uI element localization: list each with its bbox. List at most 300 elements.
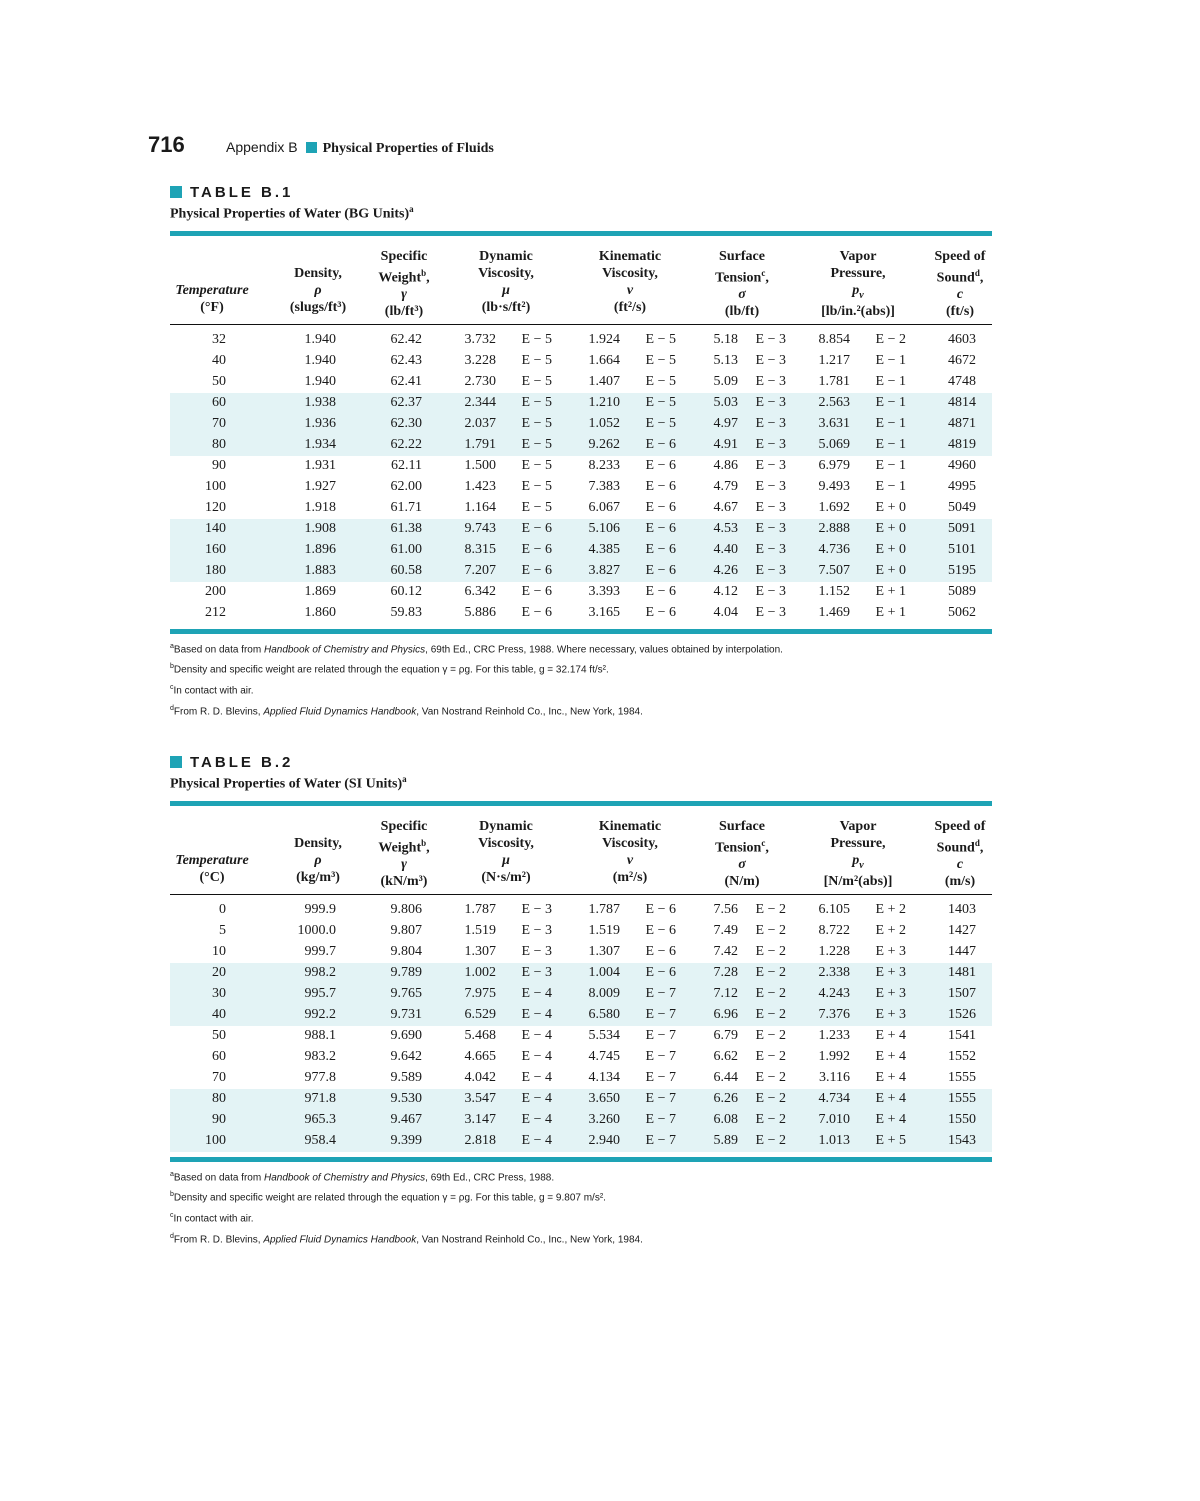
table-cell: 9.731	[390, 1006, 422, 1022]
table-footnotes	[170, 638, 992, 721]
table-cell: 1507	[948, 985, 976, 1001]
table-cell: 7.56	[713, 901, 738, 917]
table-cell: E + 1	[875, 583, 906, 599]
table-cell: 6.979	[818, 457, 850, 473]
table-cell: 1.860	[304, 604, 336, 620]
column-header	[920, 248, 1000, 321]
table-cell: 9.589	[390, 1069, 422, 1085]
table-cell: 0	[219, 901, 226, 917]
table-row	[170, 393, 992, 414]
table-cell: E − 3	[755, 478, 786, 494]
table-cell: 3.116	[819, 1069, 850, 1085]
table-row	[170, 1005, 992, 1026]
table-cell: 50	[212, 373, 226, 389]
table-cell: 4995	[948, 478, 976, 494]
table-cell: E + 4	[875, 1069, 906, 1085]
table-cell: E − 7	[645, 1132, 676, 1148]
table-cell: 62.22	[390, 436, 422, 452]
table-row	[170, 372, 992, 393]
section-title: Physical Properties of Fluids	[322, 141, 494, 156]
column-header-line	[167, 818, 257, 835]
table-cell: 1.931	[304, 457, 336, 473]
table-cell: E − 7	[645, 1048, 676, 1064]
table-cell: 1543	[948, 1132, 976, 1148]
table-cell: 3.732	[464, 331, 496, 347]
table-cell: E − 7	[645, 985, 676, 1001]
table-cell: 7.975	[464, 985, 496, 1001]
table-cell: E + 4	[875, 1027, 906, 1043]
table-cell: E − 3	[755, 457, 786, 473]
table-cell: E + 1	[875, 604, 906, 620]
column-header-line: Surface	[719, 818, 765, 834]
table-row	[170, 540, 992, 561]
table-cell: 5.534	[588, 1027, 620, 1043]
table-cell: 1.469	[818, 604, 850, 620]
table-cell: 62.41	[390, 373, 422, 389]
table-cell: 1.233	[818, 1027, 850, 1043]
table-cell: 1.692	[818, 499, 850, 515]
table-cell: 9.493	[818, 478, 850, 494]
table-b2	[170, 752, 992, 1249]
table-cell: 5195	[948, 562, 976, 578]
table-cell: 1.940	[304, 331, 336, 347]
table-cell: 4.86	[713, 457, 738, 473]
table-row	[170, 963, 992, 984]
table-cell: 5.03	[713, 394, 738, 410]
footnote	[170, 1166, 992, 1187]
table-cell: 1.307	[464, 943, 496, 959]
table-cell: 8.009	[588, 985, 620, 1001]
table-row	[170, 1089, 992, 1110]
table-cell: 1.924	[588, 331, 620, 347]
table-label-text: TABLE B.1	[190, 183, 294, 201]
table-cell: E − 1	[875, 478, 906, 494]
table-cell: 62.42	[390, 331, 422, 347]
table-row	[170, 1026, 992, 1047]
table-cell: 8.233	[588, 457, 620, 473]
footnote-mark: c	[170, 1212, 174, 1220]
table-cell: 62.37	[390, 394, 422, 410]
column-header-line: c	[956, 857, 964, 873]
column-header-line: Vapor	[839, 818, 877, 834]
caption-footnote-mark: a	[402, 774, 407, 784]
table-cell: 1.918	[304, 499, 336, 515]
table-cell: 6.44	[713, 1069, 738, 1085]
column-header-line: (lb·s/ft²)	[481, 299, 531, 315]
table-label	[170, 182, 992, 202]
table-cell: 2.344	[464, 394, 496, 410]
table-cell: 1555	[948, 1090, 976, 1106]
column-header-line: Kinematic	[598, 818, 662, 834]
table-cell: E − 4	[521, 1027, 552, 1043]
column-header	[167, 818, 257, 886]
table-row	[170, 498, 992, 519]
table-cell: 1403	[948, 901, 976, 917]
column-header-line: Vapor	[839, 248, 877, 264]
table-cell: 7.49	[713, 922, 738, 938]
table-cell: E − 2	[755, 1090, 786, 1106]
table-cell: 120	[205, 499, 226, 515]
table-cell: E − 5	[521, 373, 552, 389]
table-cell: 999.7	[304, 943, 336, 959]
column-header-line: (m/s)	[944, 874, 976, 890]
table-cell: E − 4	[521, 1006, 552, 1022]
table-cell: 7.376	[818, 1006, 850, 1022]
caption-footnote-mark: a	[409, 204, 414, 214]
table-cell: 3.228	[464, 352, 496, 368]
table-cell: 4960	[948, 457, 976, 473]
footnote-text: In contact with air.	[173, 1213, 254, 1225]
table-cell: 1.934	[304, 436, 336, 452]
table-cell: 5062	[948, 604, 976, 620]
table-cell: E + 2	[875, 901, 906, 917]
table-cell: E + 0	[875, 562, 906, 578]
table-cell: 1.787	[464, 901, 496, 917]
table-cell: 1000.0	[297, 922, 336, 938]
column-header-line: ρ	[314, 852, 322, 868]
table-cell: 180	[205, 562, 226, 578]
column-header-line: (lb/ft)	[724, 304, 760, 320]
table-cell: 6.529	[464, 1006, 496, 1022]
column-header	[451, 248, 561, 316]
table-cell: 1.938	[304, 394, 336, 410]
table-cell: 4.385	[588, 541, 620, 557]
bottom-rule	[170, 629, 992, 634]
table-cell: 998.2	[304, 964, 336, 980]
table-cell: 60	[212, 394, 226, 410]
table-cell: 2.818	[464, 1132, 496, 1148]
column-header	[920, 818, 1000, 891]
table-cell: 4819	[948, 436, 976, 452]
table-cell: 60.12	[390, 583, 422, 599]
footnote-text: , Van Nostrand Reinhold Co., Inc., New York, 1984.	[416, 706, 643, 718]
column-header	[359, 248, 449, 321]
table-cell: 9.807	[390, 922, 422, 938]
table-cell: 9.804	[390, 943, 422, 959]
table-cell: E − 5	[521, 457, 552, 473]
table-cell: 140	[205, 520, 226, 536]
column-header	[570, 818, 690, 886]
table-cell: E − 6	[645, 436, 676, 452]
table-cell: 7.383	[588, 478, 620, 494]
table-cell: E − 6	[521, 604, 552, 620]
table-cell: 983.2	[304, 1048, 336, 1064]
column-header-line: (m²/s)	[612, 869, 648, 885]
column-header-line: Viscosity,	[478, 835, 534, 851]
table-cell: E − 1	[875, 436, 906, 452]
table-cell: 9.530	[390, 1090, 422, 1106]
table-cell: 1.013	[818, 1132, 850, 1148]
table-cell: 90	[212, 1111, 226, 1127]
column-header-line: (N·s/m²)	[481, 869, 531, 885]
column-header-line	[273, 248, 363, 265]
table-cell: 3.147	[464, 1111, 496, 1127]
table-cell: 1541	[948, 1027, 976, 1043]
table-cell: 992.2	[304, 1006, 336, 1022]
table-cell: 1.869	[304, 583, 336, 599]
table-cell: E − 5	[521, 331, 552, 347]
table-cell: 7.507	[818, 562, 850, 578]
column-header-line: Speed of	[934, 818, 986, 834]
footnote-italic-text: Applied Fluid Dynamics Handbook	[263, 1234, 417, 1246]
table-cell: 1.152	[818, 583, 850, 599]
column-header-line: (ft²/s)	[613, 299, 647, 315]
table-cell: E − 2	[755, 1048, 786, 1064]
table-cell: 3.631	[818, 415, 850, 431]
table-cell: 1.664	[588, 352, 620, 368]
table-cell: 59.83	[390, 604, 422, 620]
column-header-line: Density,	[294, 265, 342, 281]
footnote	[170, 700, 992, 721]
column-header-line: ν	[626, 282, 634, 298]
bottom-rule	[170, 1157, 992, 1162]
table-row	[170, 921, 992, 942]
table-cell: 4.12	[713, 583, 738, 599]
table-cell: 9.467	[390, 1111, 422, 1127]
table-cell: 1.896	[304, 541, 336, 557]
column-header-line: Viscosity,	[602, 835, 658, 851]
column-header-line: Dynamic	[479, 818, 533, 834]
table-cell: 8.722	[818, 922, 850, 938]
table-cell: 995.7	[304, 985, 336, 1001]
column-header-line: Kinematic	[598, 248, 662, 264]
table-cell: 4603	[948, 331, 976, 347]
table-cell: 7.28	[713, 964, 738, 980]
table-cell: 212	[205, 604, 226, 620]
table-cell: 5	[219, 922, 226, 938]
footnote-mark: a	[170, 1170, 174, 1178]
table-cell: 5049	[948, 499, 976, 515]
table-caption-text: Physical Properties of Water (SI Units)	[170, 776, 403, 792]
table-caption	[170, 774, 992, 793]
column-header-line: Viscosity,	[478, 265, 534, 281]
table-cell: E − 1	[875, 352, 906, 368]
table-cell: E − 5	[645, 331, 676, 347]
table-cell: E + 5	[875, 1132, 906, 1148]
footnote-mark: b	[170, 663, 174, 671]
table-cell: 1.940	[304, 352, 336, 368]
table-cell: E − 2	[755, 1111, 786, 1127]
table-cell: 62.11	[391, 457, 422, 473]
footnote-italic-text: Handbook of Chemistry and Physics	[263, 643, 426, 655]
table-cell: 1.940	[304, 373, 336, 389]
table-cell: 4.736	[818, 541, 850, 557]
table-cell: E − 7	[645, 1069, 676, 1085]
column-header-line: Weight$^b$,	[378, 837, 430, 856]
table-cell: 5.106	[588, 520, 620, 536]
table-cell: 5.468	[464, 1027, 496, 1043]
table-cell: 4.40	[713, 541, 738, 557]
table-cell: E − 3	[521, 922, 552, 938]
table-cell: E − 4	[521, 1132, 552, 1148]
table-cell: 1.500	[464, 457, 496, 473]
table-cell: E − 7	[645, 1090, 676, 1106]
table-cell: 100	[205, 1132, 226, 1148]
table-cell: E − 3	[755, 541, 786, 557]
table-row	[170, 477, 992, 498]
footnote-mark: d	[170, 705, 174, 713]
table-cell: E − 3	[755, 373, 786, 389]
column-header-line: (slugs/ft³)	[289, 299, 347, 315]
table-cell: 1.407	[588, 373, 620, 389]
table-cell: 9.690	[390, 1027, 422, 1043]
table-cell: E − 5	[521, 499, 552, 515]
footnote-text: From R. D. Blevins,	[173, 706, 264, 718]
table-cell: 4.91	[713, 436, 738, 452]
table-cell: 958.4	[304, 1132, 336, 1148]
column-header-line: (N/m)	[724, 874, 760, 890]
footnote-text: Density and specific weight are related through the equation γ = ρg. For this table, g = 32.174 ft/s².	[173, 664, 609, 676]
table-cell: E − 5	[645, 373, 676, 389]
column-header	[793, 248, 923, 321]
column-header-line: Sound$^d$,	[936, 267, 984, 286]
table-cell: E − 3	[755, 562, 786, 578]
table-cell: 965.3	[304, 1111, 336, 1127]
footnote-italic-text: Applied Fluid Dynamics Handbook	[263, 706, 417, 718]
table-cell: 1.228	[818, 943, 850, 959]
table-cell: E − 6	[521, 541, 552, 557]
square-bullet-icon	[170, 186, 182, 198]
footnote-text: , 69th Ed., CRC Press, 1988. Where necessary, values obtained by interpolation.	[425, 643, 783, 655]
table-cell: E − 6	[645, 901, 676, 917]
table-cell: 1.791	[464, 436, 496, 452]
table-cell: 1.217	[818, 352, 850, 368]
table-cell: E − 3	[755, 583, 786, 599]
table-cell: 1.052	[588, 415, 620, 431]
table-cell: 2.037	[464, 415, 496, 431]
table-cell: 5.069	[818, 436, 850, 452]
table-row	[170, 1110, 992, 1131]
table-cell: 5.886	[464, 604, 496, 620]
table-cell: 1.519	[588, 922, 620, 938]
column-header	[793, 818, 923, 891]
table-caption-text: Physical Properties of Water (BG Units)	[170, 206, 410, 222]
column-header-line: σ	[738, 287, 746, 303]
table-cell: 1.936	[304, 415, 336, 431]
table-cell: 2.338	[818, 964, 850, 980]
table-cell: 62.43	[390, 352, 422, 368]
table-cell: E − 4	[521, 1048, 552, 1064]
table-cell: 5.18	[713, 331, 738, 347]
table-cell: 4748	[948, 373, 976, 389]
table-cell: 7.207	[464, 562, 496, 578]
column-header	[273, 248, 363, 316]
footnote-text: , 69th Ed., CRC Press, 1988.	[425, 1171, 555, 1183]
column-header	[167, 248, 257, 316]
column-header-line: (kg/m³)	[296, 869, 340, 885]
table-cell: 61.38	[390, 520, 422, 536]
table-cell: 70	[212, 415, 226, 431]
column-header-line: (°F)	[200, 299, 224, 315]
table-cell: 4.67	[713, 499, 738, 515]
table-cell: 4.53	[713, 520, 738, 536]
table-cell: 5101	[948, 541, 976, 557]
table-cell: E + 3	[875, 985, 906, 1001]
table-cell: E − 3	[755, 415, 786, 431]
table-cell: 8.315	[464, 541, 496, 557]
column-header	[359, 818, 449, 891]
table-cell: 1.883	[304, 562, 336, 578]
column-header-line: Weight$^b$,	[378, 267, 430, 286]
table-row	[170, 942, 992, 963]
table-cell: 7.010	[818, 1111, 850, 1127]
table-row	[170, 435, 992, 456]
table-row	[170, 1047, 992, 1068]
table-row	[170, 456, 992, 477]
table-cell: E − 5	[521, 415, 552, 431]
table-cell: 62.30	[390, 415, 422, 431]
table-cell: E − 2	[755, 922, 786, 938]
table-cell: E − 7	[645, 1111, 676, 1127]
table-cell: E − 3	[521, 964, 552, 980]
table-cell: E − 3	[755, 331, 786, 347]
table-cell: 6.580	[588, 1006, 620, 1022]
table-cell: 1.164	[464, 499, 496, 515]
table-cell: E − 1	[875, 373, 906, 389]
footnote	[170, 658, 992, 679]
table-cell: E − 2	[755, 985, 786, 1001]
footnote-mark: a	[170, 642, 174, 650]
table-cell: E − 1	[875, 415, 906, 431]
table-cell: E + 0	[875, 499, 906, 515]
table-cell: 2.940	[588, 1132, 620, 1148]
table-cell: 62.00	[390, 478, 422, 494]
square-bullet-icon	[306, 142, 317, 153]
column-header	[687, 248, 797, 321]
table-label-text: TABLE B.2	[190, 753, 294, 771]
table-cell: 1.307	[588, 943, 620, 959]
table-header	[170, 236, 992, 325]
footnote-text: , Van Nostrand Reinhold Co., Inc., New York, 1984.	[416, 1234, 643, 1246]
table-cell: E + 2	[875, 922, 906, 938]
table-cell: 1555	[948, 1069, 976, 1085]
footnote-text: In contact with air.	[173, 685, 254, 697]
footnote-text: Density and specific weight are related through the equation γ = ρg. For this table, g = 9.807 m/s².	[173, 1192, 606, 1204]
table-cell: 1.781	[818, 373, 850, 389]
column-header-line	[167, 265, 257, 282]
table-cell: 977.8	[304, 1069, 336, 1085]
table-cell: 6.08	[713, 1111, 738, 1127]
table-cell: 5.89	[713, 1132, 738, 1148]
table-cell: 60	[212, 1048, 226, 1064]
table-cell: 6.62	[713, 1048, 738, 1064]
table-row	[170, 330, 992, 351]
table-cell: 1.992	[818, 1048, 850, 1064]
column-header-line: Viscosity,	[602, 265, 658, 281]
table-cell: E − 6	[645, 541, 676, 557]
table-cell: 4.79	[713, 478, 738, 494]
table-cell: 3.165	[588, 604, 620, 620]
appendix-label: Appendix B	[226, 139, 298, 155]
table-cell: 8.854	[818, 331, 850, 347]
column-header-line: Specific	[380, 248, 428, 264]
table-cell: 3.650	[588, 1090, 620, 1106]
column-header-line: Sound$^d$,	[936, 837, 984, 856]
column-header-line: Density,	[294, 835, 342, 851]
table-cell: 6.96	[713, 1006, 738, 1022]
table-footnotes	[170, 1166, 992, 1249]
table-cell: 4.042	[464, 1069, 496, 1085]
table-body	[170, 900, 992, 1152]
table-cell: 70	[212, 1069, 226, 1085]
table-cell: 9.806	[390, 901, 422, 917]
footnote-mark: b	[170, 1191, 174, 1199]
table-cell: E + 3	[875, 943, 906, 959]
table-cell: E − 3	[755, 499, 786, 515]
table-cell: 2.730	[464, 373, 496, 389]
column-header-line: (ft/s)	[946, 304, 974, 320]
table-cell: E − 6	[521, 583, 552, 599]
